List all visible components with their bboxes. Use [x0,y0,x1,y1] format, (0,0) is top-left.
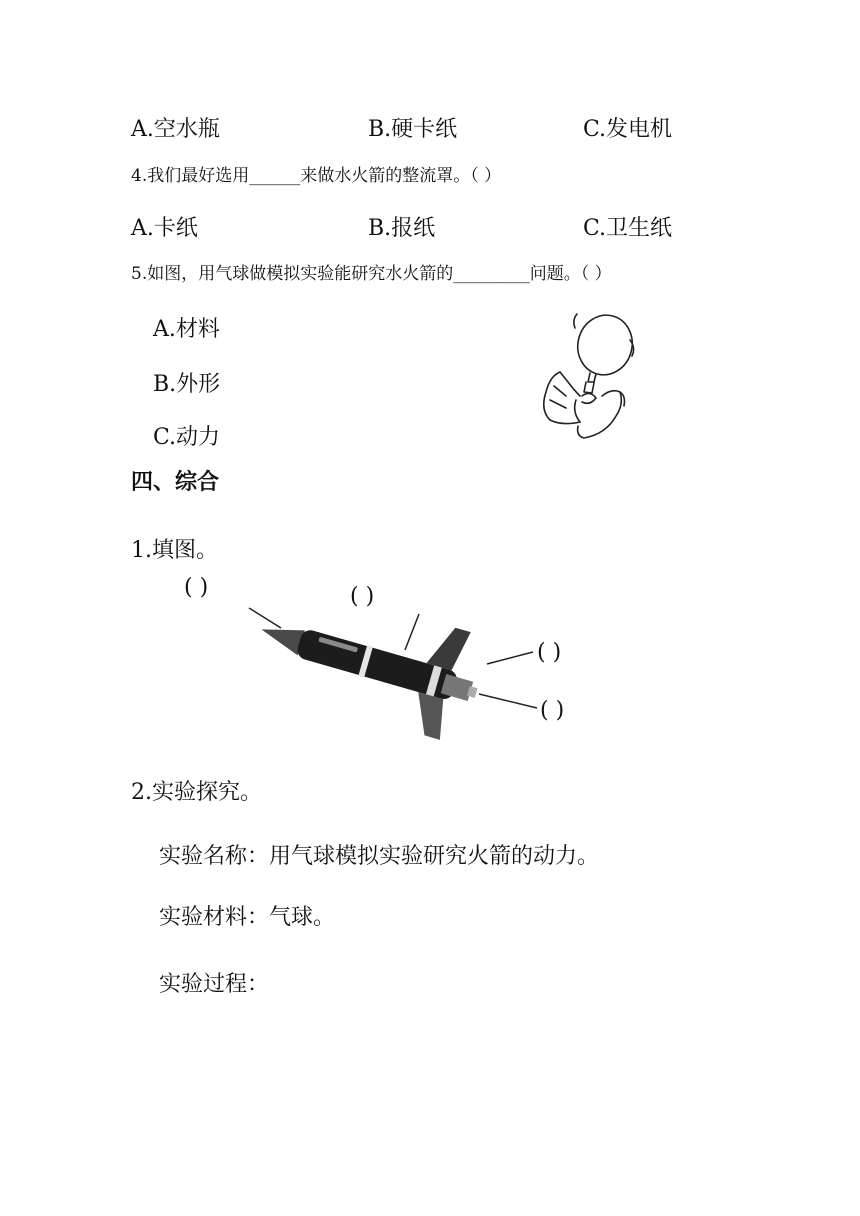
q5-option-c: C.动力 [153,425,221,450]
blank-nose-cone: ( ) [184,575,209,600]
q3-option-c: C.发电机 [583,117,673,142]
blank-fins: ( ) [537,640,562,665]
experiment-title: 2.实验探究。 [131,780,262,805]
experiment-name: 实验名称：用气球模拟实验研究火箭的动力。 [159,844,600,869]
balloon-hands-illustration [520,300,650,445]
q3-option-a: A.空水瓶 [131,117,220,142]
question-5: 5.如图，用气球做模拟实验能研究水火箭的_________问题。（ ） [131,264,612,284]
q4-option-b: B.报纸 [368,216,436,241]
q5-option-a: A.材料 [153,317,220,342]
blank-nozzle: ( ) [540,698,565,723]
experiment-materials: 实验材料：气球。 [159,905,336,930]
experiment-process: 实验过程： [159,972,270,997]
fill-diagram-title: 1.填图。 [131,538,218,563]
rocket-illustration [235,590,545,750]
section-title: 四、综合 [131,469,220,495]
q3-option-b: B.硬卡纸 [368,117,458,142]
question-4: 4.我们最好选用______来做水火箭的整流罩。（ ） [131,166,502,186]
q4-option-c: C.卫生纸 [583,216,673,241]
blank-body: ( ) [350,584,375,609]
q4-option-a: A.卡纸 [131,216,198,241]
q5-option-b: B.外形 [153,372,221,397]
